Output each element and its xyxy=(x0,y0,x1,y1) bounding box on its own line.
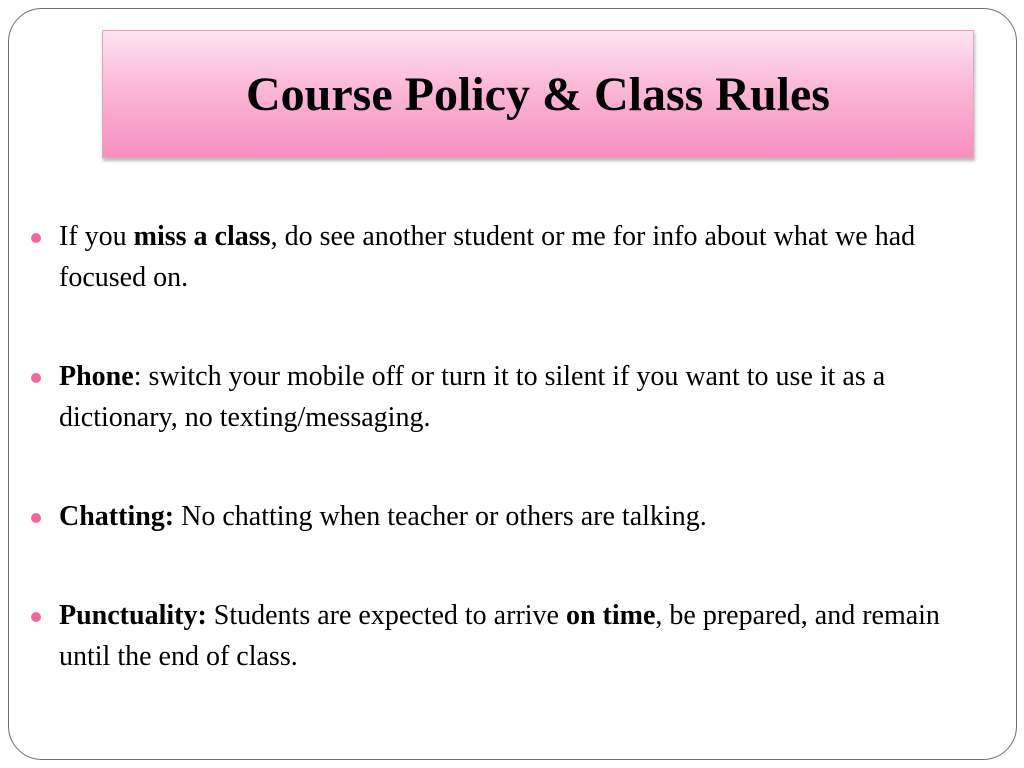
bullet-icon xyxy=(31,233,41,243)
title-banner xyxy=(102,30,974,158)
list-item-chatting xyxy=(30,496,990,537)
slide-title: Course Policy & Class Rules xyxy=(246,67,830,121)
bullet-icon xyxy=(31,373,41,383)
bullet-text-post: , be prepared, and remain until the end of class. xyxy=(59,600,940,672)
bullet-text-pre: If you xyxy=(59,221,134,252)
list-item-phone xyxy=(30,356,990,438)
bullet-text-bold-2: on time xyxy=(565,600,656,631)
bullet-text-mid: Students are expected to arrive xyxy=(206,600,566,631)
bullet-text-bold: Phone xyxy=(59,361,134,392)
bullet-text-bold: Punctuality: xyxy=(59,600,207,631)
bullet-icon xyxy=(31,513,41,523)
rules-list xyxy=(30,216,990,735)
bullet-text-post: : switch your mobile off or turn it to silent if you want to use it as a dictionary, no texting/messaging. xyxy=(59,361,886,433)
bullet-text-bold: Chatting: xyxy=(59,501,175,532)
bullet-text-bold: miss a class xyxy=(133,221,271,252)
bullet-icon xyxy=(31,612,41,622)
bullet-text-post: , do see another student or me for info about what we had focused on. xyxy=(59,221,916,293)
list-item-missed-class xyxy=(30,216,990,298)
list-item-punctuality xyxy=(30,595,990,677)
bullet-text-post: No chatting when teacher or others are talking. xyxy=(174,501,707,532)
